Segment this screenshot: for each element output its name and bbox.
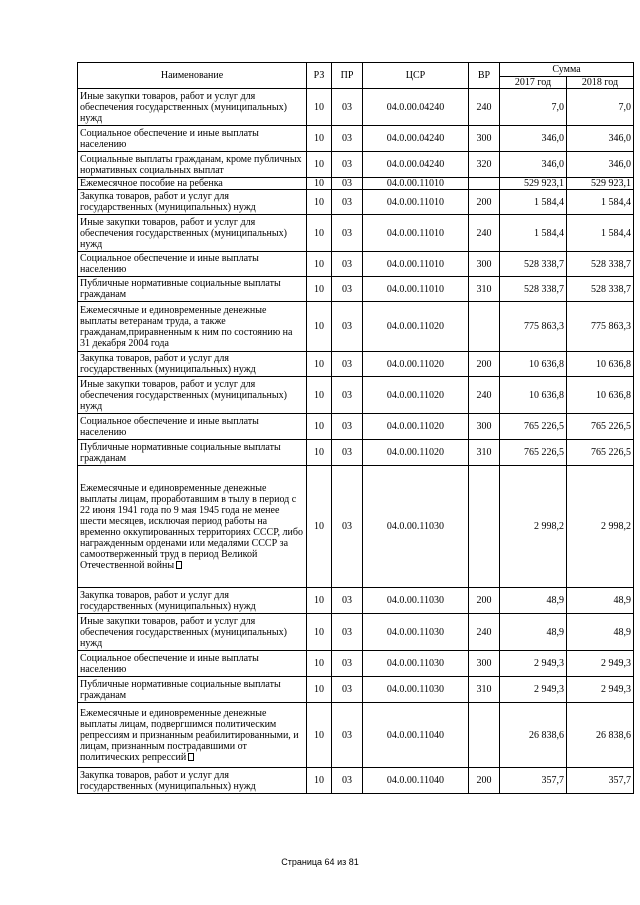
row-pr: 03 [332,703,363,768]
table-row [78,215,634,252]
table-row [78,377,634,414]
missing-glyph-box-icon [176,561,182,569]
row-sum-2017: 346,0 [500,152,567,178]
row-name: Ежемесячные и единовременные денежные выплаты ветеранам труда, а также гражданам,приравненным к ним по состоянию на 31 декабря 2004 года [78,302,307,352]
row-vr: 200 [469,352,500,377]
row-pr: 03 [332,152,363,178]
row-name: Социальные выплаты гражданам, кроме публичных нормативных социальных выплат [78,152,307,178]
row-csr: 04.0.00.11020 [363,414,469,440]
row-name: Ежемесячные и единовременные денежные выплаты лицам, проработавшим в тылу в период с 22 июня 1941 года по 9 мая 1945 года не менее шести месяцев, исключая период работы на временно оккупированных территориях СССР, либо награжденным орденами или медалями СССР за самоотверженный труд в период Великой Отечественной войны [78,466,307,588]
table-row [78,89,634,126]
row-csr: 04.0.00.04240 [363,152,469,178]
row-pr: 03 [332,126,363,152]
row-name: Иные закупки товаров, работ и услуг для обеспечения государственных (муниципальных) нужд [78,89,307,126]
row-pr: 03 [332,178,363,190]
row-csr: 04.0.00.11030 [363,588,469,614]
row-csr: 04.0.00.11030 [363,651,469,677]
row-rz: 10 [307,178,332,190]
header-csr: ЦСР [363,63,469,89]
row-sum-2018: 48,9 [567,588,634,614]
table-body [78,89,634,794]
row-name: Закупка товаров, работ и услуг для государственных (муниципальных) нужд [78,588,307,614]
row-csr: 04.0.00.11010 [363,190,469,215]
row-pr: 03 [332,614,363,651]
row-sum-2018: 7,0 [567,89,634,126]
row-pr: 03 [332,377,363,414]
header-year-2017: 2017 год [500,77,567,89]
row-pr: 03 [332,89,363,126]
row-sum-2018: 528 338,7 [567,277,634,302]
row-pr: 03 [332,215,363,252]
row-sum-2017: 1 584,4 [500,215,567,252]
budget-table [77,62,634,794]
row-sum-2018: 346,0 [567,152,634,178]
row-pr: 03 [332,588,363,614]
row-vr: 310 [469,440,500,466]
row-sum-2018: 765 226,5 [567,440,634,466]
row-sum-2017: 10 636,8 [500,352,567,377]
row-sum-2018: 10 636,8 [567,352,634,377]
table-row [78,703,634,768]
header-name: Наименование [78,63,307,89]
row-name: Публичные нормативные социальные выплаты гражданам [78,277,307,302]
row-sum-2017: 1 584,4 [500,190,567,215]
row-sum-2018: 1 584,4 [567,190,634,215]
table-row [78,466,634,588]
row-vr [469,466,500,588]
row-rz: 10 [307,466,332,588]
table-row [78,302,634,352]
row-sum-2018: 357,7 [567,768,634,794]
row-rz: 10 [307,703,332,768]
row-pr: 03 [332,651,363,677]
row-name: Иные закупки товаров, работ и услуг для обеспечения государственных (муниципальных) нужд [78,215,307,252]
row-name: Публичные нормативные социальные выплаты гражданам [78,440,307,466]
row-csr: 04.0.00.11010 [363,252,469,277]
row-name: Социальное обеспечение и иные выплаты населению [78,651,307,677]
row-sum-2017: 357,7 [500,768,567,794]
row-name: Публичные нормативные социальные выплаты гражданам [78,677,307,703]
table-header [78,63,634,89]
row-vr: 300 [469,252,500,277]
row-rz: 10 [307,377,332,414]
row-csr: 04.0.00.11020 [363,352,469,377]
row-name: Закупка товаров, работ и услуг для государственных (муниципальных) нужд [78,768,307,794]
row-pr: 03 [332,252,363,277]
row-rz: 10 [307,614,332,651]
row-rz: 10 [307,89,332,126]
row-sum-2018: 26 838,6 [567,703,634,768]
row-sum-2018: 775 863,3 [567,302,634,352]
row-name: Иные закупки товаров, работ и услуг для обеспечения государственных (муниципальных) нужд [78,377,307,414]
row-vr: 240 [469,215,500,252]
table-row [78,352,634,377]
table-row [78,651,634,677]
row-vr: 200 [469,190,500,215]
row-vr: 300 [469,414,500,440]
row-sum-2018: 2 998,2 [567,466,634,588]
row-sum-2017: 529 923,1 [500,178,567,190]
row-vr: 310 [469,277,500,302]
row-sum-2017: 10 636,8 [500,377,567,414]
row-name: Социальное обеспечение и иные выплаты населению [78,126,307,152]
row-sum-2018: 528 338,7 [567,252,634,277]
row-csr: 04.0.00.11040 [363,768,469,794]
row-pr: 03 [332,440,363,466]
row-sum-2017: 7,0 [500,89,567,126]
row-rz: 10 [307,190,332,215]
row-csr: 04.0.00.11020 [363,377,469,414]
table-row [78,440,634,466]
row-csr: 04.0.00.11010 [363,277,469,302]
row-vr: 320 [469,152,500,178]
page-number: Страница 64 из 81 [281,857,359,867]
header-sum: Сумма [500,63,634,77]
row-name: Иные закупки товаров, работ и услуг для обеспечения государственных (муниципальных) нужд [78,614,307,651]
table-row [78,414,634,440]
table-row [78,252,634,277]
row-pr: 03 [332,352,363,377]
row-name: Ежемесячное пособие на ребенка [78,178,307,190]
row-sum-2017: 2 949,3 [500,651,567,677]
row-pr: 03 [332,677,363,703]
row-csr: 04.0.00.11040 [363,703,469,768]
row-pr: 03 [332,190,363,215]
row-rz: 10 [307,302,332,352]
row-csr: 04.0.00.11030 [363,466,469,588]
row-name: Социальное обеспечение и иные выплаты населению [78,252,307,277]
row-vr: 310 [469,677,500,703]
row-pr: 03 [332,277,363,302]
row-sum-2017: 48,9 [500,588,567,614]
row-pr: 03 [332,768,363,794]
row-csr: 04.0.00.11030 [363,614,469,651]
table-row [78,277,634,302]
row-csr: 04.0.00.04240 [363,126,469,152]
row-rz: 10 [307,440,332,466]
row-vr: 300 [469,651,500,677]
row-csr: 04.0.00.11010 [363,215,469,252]
row-sum-2017: 2 949,3 [500,677,567,703]
table-row [78,152,634,178]
row-sum-2017: 26 838,6 [500,703,567,768]
row-csr: 04.0.00.11020 [363,440,469,466]
row-csr: 04.0.00.11030 [363,677,469,703]
row-sum-2018: 346,0 [567,126,634,152]
table-row [78,614,634,651]
row-rz: 10 [307,651,332,677]
row-pr: 03 [332,466,363,588]
table-row [78,588,634,614]
missing-glyph-box-icon [188,753,194,761]
row-name: Закупка товаров, работ и услуг для государственных (муниципальных) нужд [78,352,307,377]
row-vr: 200 [469,588,500,614]
row-rz: 10 [307,768,332,794]
row-rz: 10 [307,252,332,277]
row-sum-2018: 529 923,1 [567,178,634,190]
row-rz: 10 [307,152,332,178]
header-pr: ПР [332,63,363,89]
header-year-2018: 2018 год [567,77,634,89]
row-pr: 03 [332,414,363,440]
table-row [78,768,634,794]
row-sum-2017: 48,9 [500,614,567,651]
row-rz: 10 [307,414,332,440]
header-rz: РЗ [307,63,332,89]
row-sum-2017: 528 338,7 [500,277,567,302]
row-sum-2018: 765 226,5 [567,414,634,440]
row-sum-2017: 765 226,5 [500,414,567,440]
row-rz: 10 [307,677,332,703]
row-vr: 300 [469,126,500,152]
row-rz: 10 [307,215,332,252]
row-sum-2018: 10 636,8 [567,377,634,414]
row-sum-2018: 1 584,4 [567,215,634,252]
row-rz: 10 [307,588,332,614]
row-vr: 240 [469,614,500,651]
table-row [78,178,634,190]
row-sum-2018: 2 949,3 [567,651,634,677]
row-sum-2018: 2 949,3 [567,677,634,703]
row-csr: 04.0.00.11020 [363,302,469,352]
row-vr [469,302,500,352]
row-rz: 10 [307,352,332,377]
row-rz: 10 [307,277,332,302]
table-row [78,190,634,215]
row-sum-2017: 775 863,3 [500,302,567,352]
row-vr [469,178,500,190]
row-vr: 200 [469,768,500,794]
row-vr: 240 [469,377,500,414]
row-name: Ежемесячные и единовременные денежные выплаты лицам, подвергшимся политическим репрессиям и признанным реабилитированными, и лицам, признанным пострадавшими от политических репрессий [78,703,307,768]
row-sum-2017: 528 338,7 [500,252,567,277]
row-pr: 03 [332,302,363,352]
row-sum-2017: 2 998,2 [500,466,567,588]
row-sum-2017: 765 226,5 [500,440,567,466]
row-rz: 10 [307,126,332,152]
row-csr: 04.0.00.04240 [363,89,469,126]
row-vr [469,703,500,768]
row-vr: 240 [469,89,500,126]
table-row [78,677,634,703]
row-sum-2017: 346,0 [500,126,567,152]
row-name: Социальное обеспечение и иные выплаты населению [78,414,307,440]
row-name: Закупка товаров, работ и услуг для государственных (муниципальных) нужд [78,190,307,215]
row-sum-2018: 48,9 [567,614,634,651]
row-csr: 04.0.00.11010 [363,178,469,190]
table-row [78,126,634,152]
header-vr: ВР [469,63,500,89]
